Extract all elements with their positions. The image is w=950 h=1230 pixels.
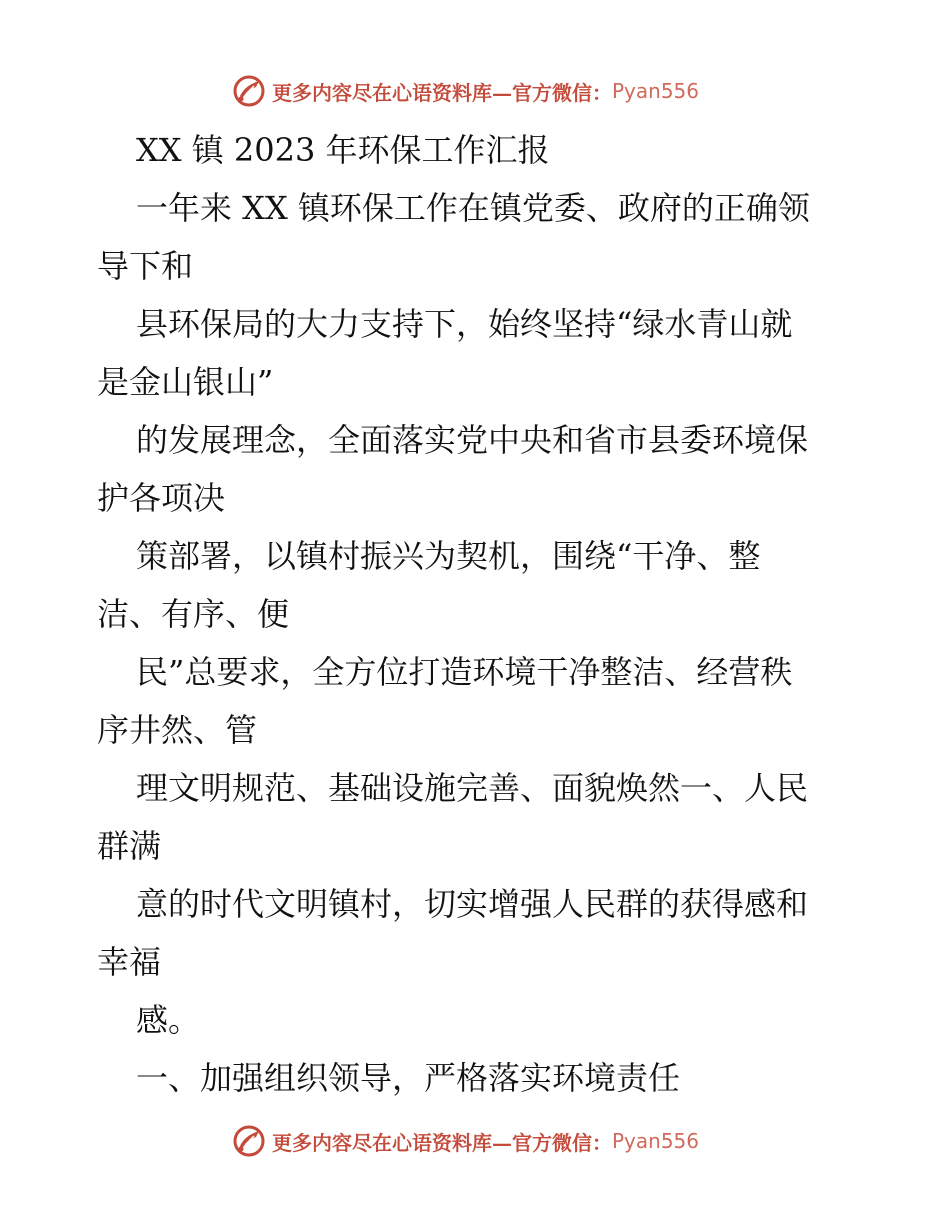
paragraph-line: 理文明规范、基础设施完善、面貌焕然一、人民 — [136, 769, 809, 807]
paragraph-line: 导下和 — [97, 247, 194, 285]
paragraph-line: 感。 — [136, 1001, 201, 1039]
header-watermark-banner — [232, 71, 699, 111]
paragraph-line: 县环保局的大力支持下，始终坚持“绿水青山就 — [136, 305, 793, 343]
paragraph-line: 一年来 XX 镇环保工作在镇党委、政府的正确领 — [136, 189, 810, 227]
paragraph-line: 洁、有序、便 — [97, 595, 290, 633]
paragraph-line: 幸福 — [97, 943, 162, 981]
logo-pen-icon — [232, 74, 266, 108]
paragraph-line: 一、加强组织领导，严格落实环境责任 — [136, 1059, 681, 1097]
banner-text: 更多内容尽在心语资料库—官方微信： — [272, 80, 612, 105]
paragraph-line: 意的时代文明镇村，切实增强人民群的获得感和 — [136, 885, 809, 923]
paragraph-line: 民”总要求，全方位打造环境干净整洁、经营秩 — [136, 653, 793, 691]
paragraph-line: 群满 — [97, 827, 162, 865]
document-body — [97, 121, 857, 1107]
footer-watermark-banner — [232, 1121, 699, 1161]
banner-text: 更多内容尽在心语资料库—官方微信： — [272, 1130, 612, 1155]
banner-wechat-id: Pyan556 — [612, 1129, 700, 1153]
logo-pen-icon — [232, 1124, 266, 1158]
paragraph-line: 策部署，以镇村振兴为契机，围绕“干净、整 — [136, 537, 761, 575]
document-title: XX 镇 2023 年环保工作汇报 — [136, 131, 550, 169]
paragraph-line: 序井然、管 — [97, 711, 258, 749]
banner-wechat-id: Pyan556 — [612, 79, 700, 103]
paragraph-line: 的发展理念，全面落实党中央和省市县委环境保 — [136, 421, 809, 459]
paragraph-line: 是金山银山” — [97, 363, 274, 401]
paragraph-line: 护各项决 — [97, 479, 226, 517]
